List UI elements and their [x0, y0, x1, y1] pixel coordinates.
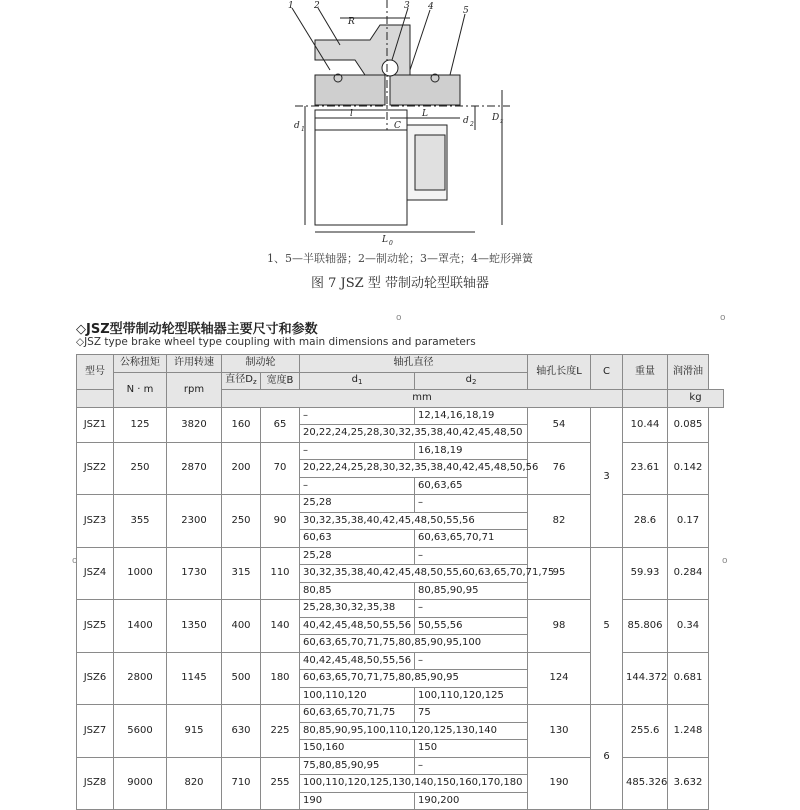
- dim-R: R: [348, 17, 355, 27]
- cell-lube: 0.284: [668, 547, 709, 600]
- header-blank: [623, 390, 668, 408]
- cell-d1: –: [300, 407, 415, 425]
- unit-speed: rpm: [167, 372, 222, 407]
- header-torque: 公称扭矩: [114, 355, 167, 373]
- cell-weight: 255.6: [623, 705, 668, 758]
- cell-model: JSZ2: [77, 442, 114, 495]
- cell-d2: –: [415, 547, 528, 565]
- corner-mark: o: [72, 556, 78, 566]
- cell-width: 180: [261, 652, 300, 705]
- header-blank: [77, 390, 114, 408]
- cell-diameter: 630: [222, 705, 261, 758]
- cell-model: JSZ4: [77, 547, 114, 600]
- cell-d1: 80,85: [300, 582, 415, 600]
- dim-l: l: [350, 109, 353, 119]
- cell-bore-length: 95: [528, 547, 591, 600]
- cell-d1: 60,63,65,70,71,75,80,85,90,95: [300, 670, 528, 688]
- table-row: [77, 705, 724, 723]
- header-d1: [300, 372, 415, 390]
- figure-parts-caption: 1、5—半联轴器；2—制动轮；3—罩壳；4—蛇形弹簧: [267, 252, 533, 265]
- dim-d1-sub: 1: [301, 126, 305, 133]
- right-hub: [390, 75, 460, 105]
- cell-speed: 2300: [167, 495, 222, 548]
- cell-torque: 250: [114, 442, 167, 495]
- cell-d1: 190: [300, 792, 415, 810]
- cell-lube: 1.248: [668, 705, 709, 758]
- cell-lube: 0.34: [668, 600, 709, 653]
- header-d1-text: d: [351, 373, 358, 385]
- callout-3: 3: [404, 1, 410, 11]
- cell-d1: 40,42,45,48,50,55,56: [300, 617, 415, 635]
- header-model: 型号: [77, 355, 114, 390]
- cell-d2: 190,200: [415, 792, 528, 810]
- cell-d1: 60,63,65,70,71,75,80,85,90,95,100: [300, 635, 528, 653]
- header-bore-length: 轴孔长度L: [528, 355, 591, 390]
- cell-d2: 150: [415, 740, 528, 758]
- header-d2-sub: 2: [471, 377, 477, 386]
- cell-d1: 60,63: [300, 530, 415, 548]
- table-row: [77, 600, 724, 618]
- cell-d2: 60,63,65,70,71: [415, 530, 528, 548]
- cell-width: 140: [261, 600, 300, 653]
- cell-bore-length: 190: [528, 757, 591, 810]
- header-diameter-text: 直径D: [225, 373, 253, 385]
- left-hub: [315, 75, 385, 105]
- unit-mm: mm: [222, 390, 623, 408]
- cell-weight: 23.61: [623, 442, 668, 495]
- table-title-cn: ◇JSZ型带制动轮型联轴器主要尺寸和参数: [76, 322, 318, 337]
- cell-d1: –: [300, 477, 415, 495]
- table-title-en: ◇JSZ type brake wheel type coupling with main dimensions and parameters: [76, 336, 476, 348]
- header-diameter-sub: z: [253, 377, 257, 386]
- table-row: [77, 495, 724, 513]
- cell-speed: 1145: [167, 652, 222, 705]
- cell-model: JSZ3: [77, 495, 114, 548]
- cell-weight: 59.93: [623, 547, 668, 600]
- header-d2: [415, 372, 528, 390]
- figure-title: 图 7 JSZ 型 带制动轮型联轴器: [311, 276, 489, 291]
- header-bore: 轴孔直径: [300, 355, 528, 373]
- unit-torque: N · m: [114, 372, 167, 407]
- callout-1: 1: [288, 1, 294, 11]
- dim-L0-sub: 0: [389, 240, 393, 247]
- cell-width: 110: [261, 547, 300, 600]
- cell-d1: 20,22,24,25,28,30,32,35,38,40,42,45,48,50,56: [300, 460, 528, 478]
- coupling-spec-table: [76, 354, 724, 810]
- cell-torque: 5600: [114, 705, 167, 758]
- cell-d1: 25,28: [300, 495, 415, 513]
- cell-diameter: 710: [222, 757, 261, 810]
- table-row: [77, 757, 724, 775]
- corner-mark: o: [396, 313, 402, 323]
- cell-d2: 16,18,19: [415, 442, 528, 460]
- cell-lube: 0.085: [668, 407, 709, 442]
- cell-d1: 150,160: [300, 740, 415, 758]
- cell-d1: 30,32,35,38,40,42,45,48,50,55,60,63,65,70,71,75: [300, 565, 528, 583]
- cell-d1: 30,32,35,38,40,42,45,48,50,55,56: [300, 512, 528, 530]
- table-row: [77, 547, 724, 565]
- cell-bore-length: 54: [528, 407, 591, 442]
- cell-model: JSZ8: [77, 757, 114, 810]
- cell-bore-length: 82: [528, 495, 591, 548]
- cell-width: 255: [261, 757, 300, 810]
- cell-weight: 28.6: [623, 495, 668, 548]
- cell-torque: 355: [114, 495, 167, 548]
- dim-L: L: [422, 109, 428, 119]
- header-width: 宽度B: [261, 372, 300, 390]
- cell-diameter: 500: [222, 652, 261, 705]
- cell-model: JSZ1: [77, 407, 114, 442]
- cell-weight: 10.44: [623, 407, 668, 442]
- cell-speed: 820: [167, 757, 222, 810]
- cell-d1: 60,63,65,70,71,75: [300, 705, 415, 723]
- cell-weight: 144.372: [623, 652, 668, 705]
- callout-5: 5: [463, 6, 469, 16]
- cell-torque: 1400: [114, 600, 167, 653]
- cell-lube: 0.142: [668, 442, 709, 495]
- cell-diameter: 160: [222, 407, 261, 442]
- cell-d1: 100,110,120: [300, 687, 415, 705]
- cell-weight: 485.326: [623, 757, 668, 810]
- coupling-drawing: [270, 0, 530, 250]
- header-lube: 润滑油: [668, 355, 709, 390]
- header-brake: 制动轮: [222, 355, 300, 373]
- cell-d2: 100,110,120,125: [415, 687, 528, 705]
- table-row: [77, 442, 724, 460]
- cell-diameter: 315: [222, 547, 261, 600]
- cell-diameter: 200: [222, 442, 261, 495]
- cell-d1: –: [300, 442, 415, 460]
- cell-bore-length: 130: [528, 705, 591, 758]
- cell-diameter: 400: [222, 600, 261, 653]
- corner-mark: o: [722, 556, 728, 566]
- header-speed: 许用转速: [167, 355, 222, 373]
- corner-mark: o: [720, 313, 726, 323]
- cell-model: JSZ7: [77, 705, 114, 758]
- header-diameter: [222, 372, 261, 390]
- cell-c: 6: [591, 705, 623, 810]
- cell-lube: 0.17: [668, 495, 709, 548]
- cell-c: 5: [591, 547, 623, 705]
- table-row: [77, 407, 724, 425]
- cell-d1: 75,80,85,90,95: [300, 757, 415, 775]
- cell-d1: 80,85,90,95,100,110,120,125,130,140: [300, 722, 528, 740]
- header-d2-text: d: [465, 373, 472, 385]
- cell-speed: 915: [167, 705, 222, 758]
- cell-d2: 80,85,90,95: [415, 582, 528, 600]
- cell-speed: 2870: [167, 442, 222, 495]
- cell-width: 65: [261, 407, 300, 442]
- dim-Dz: D: [492, 113, 500, 123]
- cell-diameter: 250: [222, 495, 261, 548]
- dim-L0: L: [382, 235, 388, 245]
- callout-4: 4: [428, 2, 434, 12]
- cell-speed: 1350: [167, 600, 222, 653]
- table-row: [77, 652, 724, 670]
- cell-torque: 1000: [114, 547, 167, 600]
- cell-d1: 40,42,45,48,50,55,56: [300, 652, 415, 670]
- cell-d1: 25,28: [300, 547, 415, 565]
- dim-Dz-sub: z: [500, 118, 504, 125]
- cell-model: JSZ5: [77, 600, 114, 653]
- cell-d2: 12,14,16,18,19: [415, 407, 528, 425]
- dim-d2: d: [463, 116, 469, 126]
- cell-weight: 85.806: [623, 600, 668, 653]
- cell-speed: 3820: [167, 407, 222, 442]
- header-d1-sub: 1: [357, 377, 363, 386]
- cell-d2: 75: [415, 705, 528, 723]
- cell-d1: 25,28,30,32,35,38: [300, 600, 415, 618]
- cell-c: 3: [591, 407, 623, 547]
- dim-d1: d: [294, 121, 300, 131]
- cell-speed: 1730: [167, 547, 222, 600]
- cell-torque: 125: [114, 407, 167, 442]
- cell-bore-length: 76: [528, 442, 591, 495]
- cell-torque: 2800: [114, 652, 167, 705]
- cell-d1: 100,110,120,125,130,140,150,160,170,180: [300, 775, 528, 793]
- cell-d2: 50,55,56: [415, 617, 528, 635]
- dim-C: C: [394, 121, 401, 131]
- cell-d2: –: [415, 600, 528, 618]
- callout-2: 2: [314, 1, 320, 11]
- cell-bore-length: 98: [528, 600, 591, 653]
- table-body: [77, 407, 724, 810]
- cell-d2: –: [415, 495, 528, 513]
- dim-d2-sub: 2: [470, 121, 474, 128]
- cell-width: 70: [261, 442, 300, 495]
- cell-d2: –: [415, 652, 528, 670]
- cell-lube: 3.632: [668, 757, 709, 810]
- cell-lube: 0.681: [668, 652, 709, 705]
- header-weight: 重量: [623, 355, 668, 390]
- cell-model: JSZ6: [77, 652, 114, 705]
- cell-d2: 60,63,65: [415, 477, 528, 495]
- cell-d2: –: [415, 757, 528, 775]
- cell-width: 225: [261, 705, 300, 758]
- header-c: C: [591, 355, 623, 390]
- cell-bore-length: 124: [528, 652, 591, 705]
- cell-d1: 20,22,24,25,28,30,32,35,38,40,42,45,48,50: [300, 425, 528, 443]
- cell-torque: 9000: [114, 757, 167, 810]
- unit-kg: kg: [668, 390, 724, 408]
- cell-width: 90: [261, 495, 300, 548]
